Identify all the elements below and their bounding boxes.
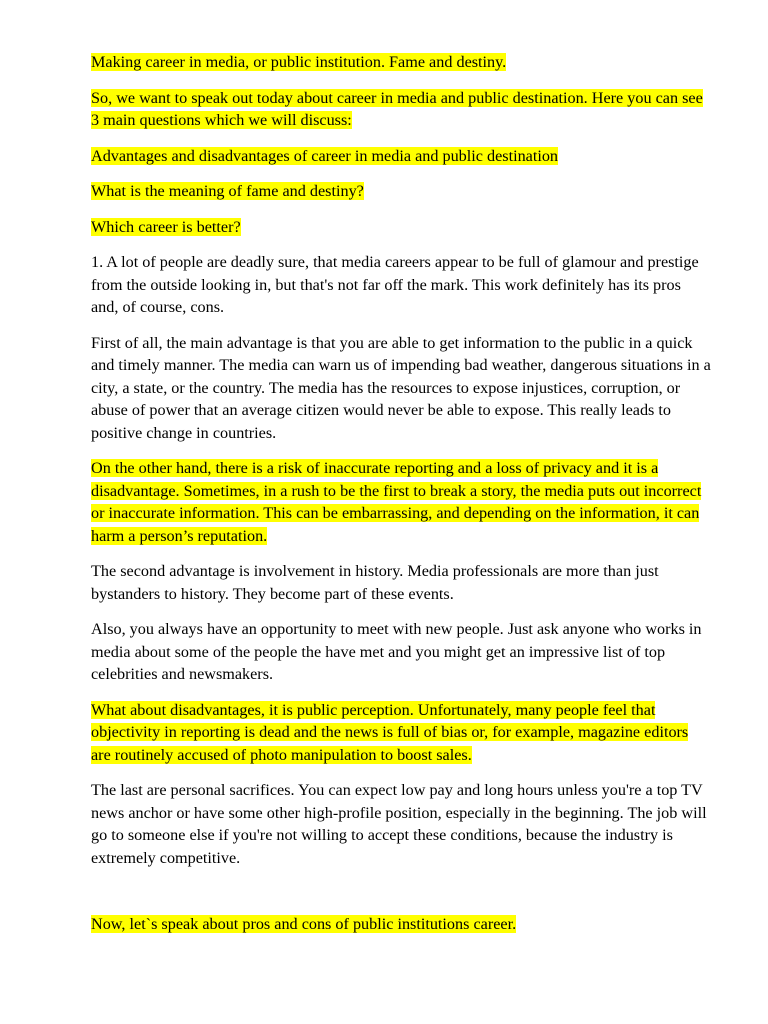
title-line	[91, 51, 711, 74]
intro-paragraph	[91, 87, 711, 132]
highlighted-text: Advantages and disadvantages of career in media and public destination	[91, 146, 559, 165]
highlighted-text: Which career is better?	[91, 217, 241, 236]
highlighted-text: On the other hand, there is a risk of inaccurate reporting and a loss of privacy and it is a disadvantage. Sometimes, in a rush to be the first to break a story, the media puts out incorrect or inaccurate information. This can be embarrassing, and depending on the information, it can harm a person’s reputation.	[91, 459, 702, 545]
highlighted-paragraph	[91, 457, 711, 547]
highlighted-text: Now, let`s speak about pros and cons of public institutions career.	[91, 915, 517, 933]
closing-line	[91, 913, 711, 936]
body-paragraph: Also, you always have an opportunity to meet with new people. Just ask anyone who works in media about some of the people the have met and you might get an impressive list of top celebrities and newsmakers.	[91, 620, 702, 683]
highlighted-text: What about disadvantages, it is public perception. Unfortunately, many people feel that objectivity in reporting is dead and the news is full of bias or, for example, magazine editors are routinely accused of photo manipulation to boost sales.	[91, 700, 689, 764]
body-paragraph: The last are personal sacrifices. You can expect low pay and long hours unless you're a top TV news anchor or have some other high-profile position, especially in the beginning. The job will go to someone else if you're not willing to accept these conditions, because the industry is extremely competitive.	[91, 781, 707, 867]
question-2	[91, 180, 711, 203]
highlighted-text: What is the meaning of fame and destiny?	[91, 182, 364, 200]
highlighted-text: Making career in media, or public institution. Fame and destiny.	[91, 53, 507, 71]
body-paragraph: First of all, the main advantage is that you are able to get information to the public in a quick and timely manner. The media can warn us of impending bad weather, dangerous situations in a city, a state, or the country. The media has the resources to expose injustices, corruption, or abuse of power that an average citizen would never be able to expose. This really leads to positive change in countries.	[91, 333, 711, 442]
question-3	[91, 216, 711, 239]
question-1	[91, 145, 711, 168]
blank-line	[91, 882, 708, 913]
highlighted-text: So, we want to speak out today about career in media and public destination. Here you can see 3 main questions which we will discuss:	[91, 88, 703, 129]
body-paragraph: 1. A lot of people are deadly sure, that media careers appear to be full of glamour and prestige from the outside looking in, but that's not far off the mark. This work definitely has its pros and, of course, cons.	[91, 253, 699, 316]
body-paragraph: The second advantage is involvement in history. Media professionals are more than just bystanders to history. They become part of these events.	[91, 562, 659, 603]
highlighted-paragraph	[91, 699, 711, 767]
